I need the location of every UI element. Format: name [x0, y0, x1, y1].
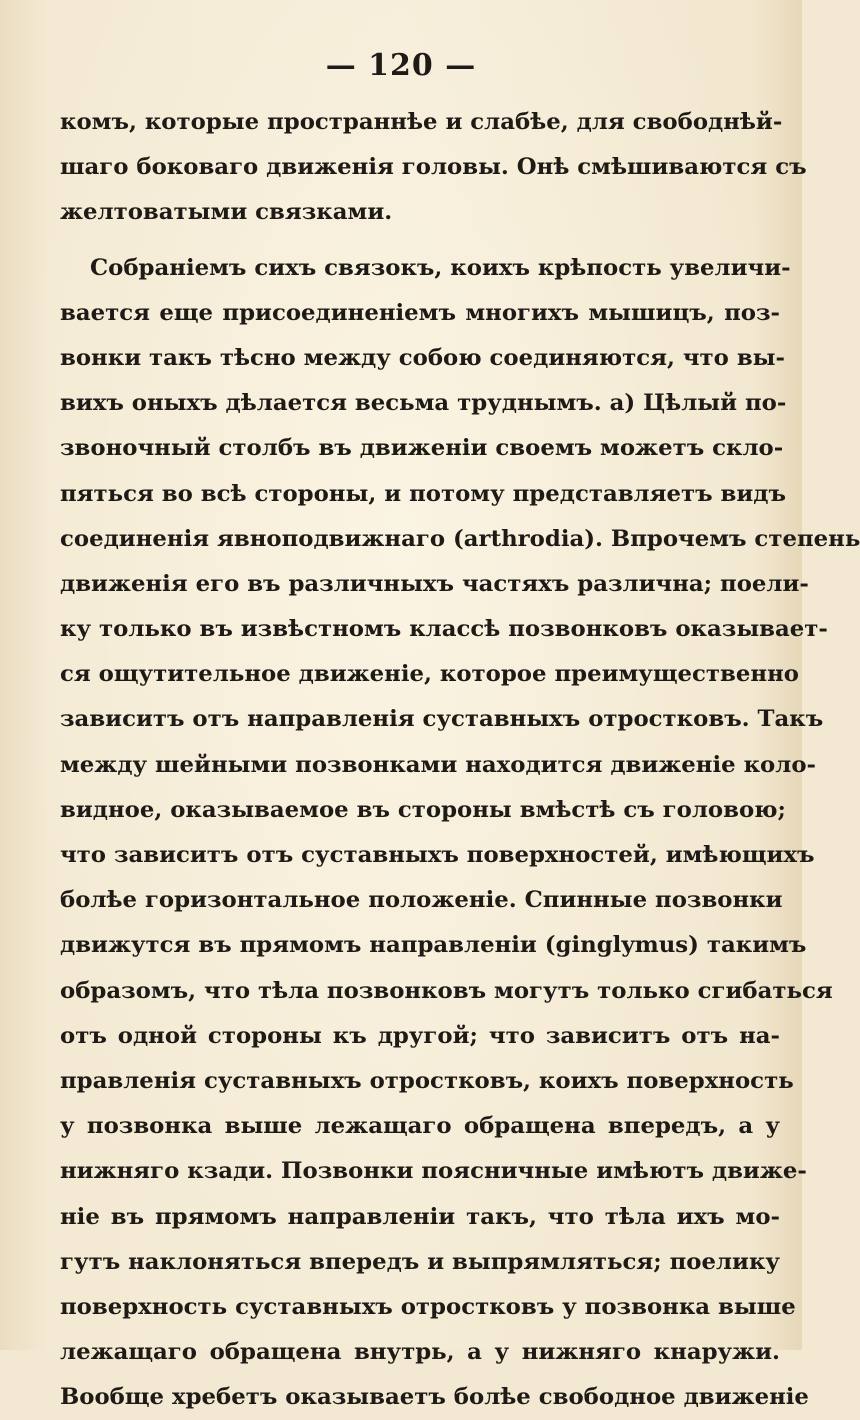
text-line: нижняго кзади. Позвонки поясничные имѣютъ движе- — [60, 1158, 807, 1185]
text-line: видное, оказываемое въ стороны вмѣстѣ съ головою; — [60, 796, 786, 823]
text-line: ніе въ прямомъ направленіи такъ, что тѣла ихъ мо- — [60, 1203, 780, 1230]
text-line: лежащаго обращена внутрь, а у нижняго кнаружи. — [60, 1339, 780, 1366]
text-line: что зависитъ отъ суставныхъ поверхностей, имѣющихъ — [60, 842, 815, 868]
text-line: комъ, которые пространнѣе и слабѣе, для свободнѣй- — [60, 109, 783, 135]
text-line: желтоватыми связками. — [60, 199, 393, 226]
text-line: зависитъ отъ направленія суставныхъ отростковъ. Такъ — [60, 706, 824, 733]
text-line: ку только въ извѣстномъ классѣ позвонковъ оказывает- — [60, 616, 828, 643]
text-line: правленія суставныхъ отростковъ, коихъ поверхность — [60, 1067, 794, 1094]
text-line: пяться во всѣ стороны, и потому представляетъ видъ — [60, 480, 786, 507]
text-line: поверхность суставныхъ отростковъ у позвонка выше — [60, 1293, 796, 1320]
text-line: движенія его въ различныхъ частяхъ различна; поели- — [60, 570, 809, 597]
text-line: гутъ наклоняться впередъ и выпрямляться; поелику — [60, 1248, 781, 1275]
text-line: виxъ оныхъ дѣлается весьма труднымъ. а) Цѣлый по- — [60, 390, 787, 417]
text-line: движутся въ прямомъ направленіи (ginglymus) такимъ — [60, 932, 807, 959]
text-line: между шейными позвонками находится движеніе коло- — [60, 751, 817, 778]
text-line: вонки такъ тѣсно между собою соединяются, что вы- — [60, 344, 785, 371]
text-line: ся ощутительное движеніе, которое преимущественно — [60, 661, 799, 688]
text-line: болѣе горизонтальное положеніе. Спинные позвонки — [60, 887, 783, 914]
text-line: Вообще хребетъ оказываетъ болѣе свободное движеніе — [60, 1384, 809, 1411]
text-line: шаго боковаго движенія головы. Онѣ смѣшиваются съ — [60, 154, 807, 181]
text-line: звоночный столбъ въ движеніи своемъ можетъ скло- — [60, 435, 784, 462]
paragraph-start-line: Собраніемъ сихъ связокъ, коихъ крѣпость увеличи- — [90, 254, 791, 281]
text-line: у позвонка выше лежащаго обращена впередъ, а у — [60, 1113, 780, 1140]
text-line: образомъ, что тѣла позвонковъ могутъ только сгибаться — [60, 977, 833, 1004]
text-line: вается еще присоединеніемъ многихъ мышицъ, поз- — [60, 299, 780, 326]
body-text — [60, 100, 860, 1420]
text-line: отъ одной стороны къ другой; что зависитъ отъ на- — [60, 1022, 780, 1049]
text-line: соединенія явноподвижнаго (arthrodia). Впрочемъ степень — [60, 525, 860, 552]
page-number: — 120 — — [325, 48, 477, 83]
